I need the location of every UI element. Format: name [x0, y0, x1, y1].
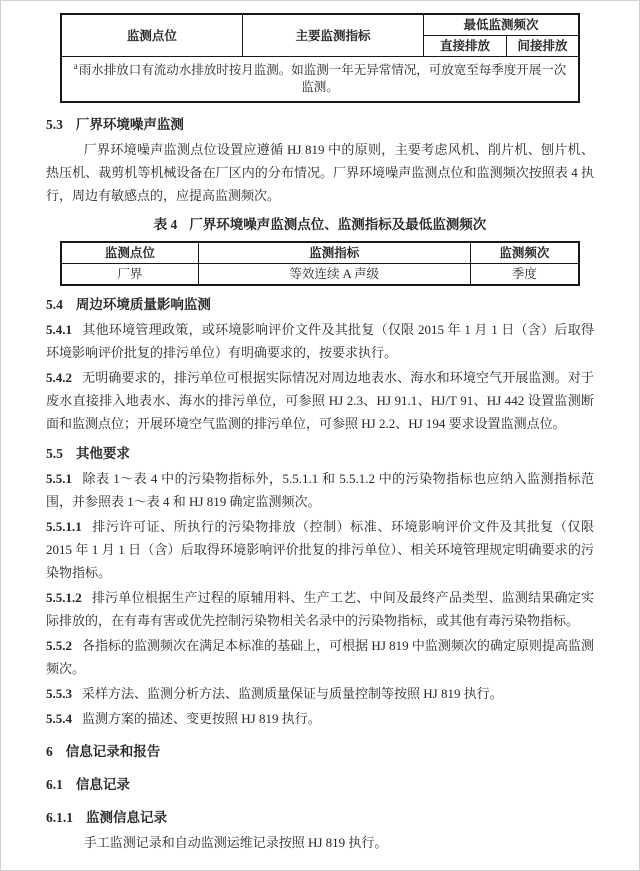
section-5-3-paragraph: 厂界环境噪声监测点位设置应遵循 HJ 819 中的原则，主要考虑风机、削片机、刨片机、热压机、裁剪机等机械设备在厂区内的分布情况。厂界环境噪声监测点位和监测频次按照表 4 执行，周边有敏感点的，应提高监测频次。 [46, 142, 594, 203]
clause-5-4-1 [46, 318, 594, 364]
table4-caption-label: 表 4 [153, 217, 178, 232]
footnote-marker: a [73, 60, 78, 71]
table-footnote-row [61, 57, 579, 103]
table4-header-row [61, 242, 579, 264]
table-header-row-1 [61, 14, 579, 36]
clause-number: 5.5.4 [46, 711, 72, 726]
section-title: 其他要求 [75, 446, 130, 461]
section-number: 5.4 [46, 297, 63, 312]
section-number: 5.5 [46, 446, 63, 461]
section-6-heading [46, 740, 594, 763]
table4-header-indicator: 监测指标 [198, 242, 470, 264]
clause-5-4-2 [46, 366, 594, 435]
clause-text: 排污许可证、所执行的污染物排放（控制）标准、环境影响评价文件及其批复（仅限 2015 年 1 月 1 日（含）后取得环境影响评价批复的排污单位）、相关环境管理规定明确要求的污染物指标。 [46, 519, 594, 580]
section-number: 6.1 [46, 777, 63, 792]
table4-cell-frequency: 季度 [470, 264, 579, 286]
section-title: 信息记录和报告 [65, 744, 161, 759]
table4-cell-indicator: 等效连续 A 声级 [198, 264, 470, 286]
clause-text: 除表 1～表 4 中的污染物指标外，5.5.1.1 和 5.5.1.2 中的污染物指标也应纳入监测指标范围，并参照表 1～表 4 和 HJ 819 确定监测频次。 [46, 471, 594, 509]
clause-number: 5.4.2 [46, 370, 72, 385]
section-number: 6 [46, 744, 53, 759]
section-5-5-heading [46, 442, 594, 465]
col-header-direct-discharge: 直接排放 [424, 36, 507, 57]
section-6-1-heading [46, 773, 594, 796]
clause-number: 5.4.1 [46, 322, 72, 337]
wastewater-monitoring-continuation-table [60, 13, 580, 103]
table4-data-row [61, 264, 579, 286]
clause-number: 5.5.1 [46, 471, 72, 486]
clause-5-5-2 [46, 634, 594, 680]
clause-number: 5.5.1.2 [46, 590, 82, 605]
clause-text: 其他环境管理政策，或环境影响评价文件及其批复（仅限 2015 年 1 月 1 日（含）后取得环境影响评价批复的排污单位）有明确要求的，按要求执行。 [46, 322, 594, 360]
noise-monitoring-table [60, 241, 580, 286]
section-title: 厂界环境噪声监测 [75, 117, 184, 132]
clause-5-5-3 [46, 682, 594, 705]
clause-number: 5.5.1.1 [46, 519, 82, 534]
clause-number: 5.5.2 [46, 638, 72, 653]
table4-caption [46, 213, 594, 236]
clause-5-5-1 [46, 467, 594, 513]
clause-text: 无明确要求的，排污单位可根据实际情况对周边地表水、海水和环境空气开展监测。对于废水直接排入地表水、海水的排污单位，可参照 HJ 2.3、HJ 91.1、HJ/T 91、HJ 442 设置监测断面和监测点位；开展环境空气监测的排污单位，可参照 HJ 2.2、HJ 194 要求设置监测点位。 [46, 370, 594, 431]
clause-5-5-1-1 [46, 515, 594, 584]
section-title: 监测信息记录 [86, 810, 167, 825]
col-header-monitoring-point: 监测点位 [61, 14, 242, 57]
table-footnote-cell [61, 57, 579, 103]
section-6-1-1-heading [46, 806, 594, 829]
clause-text: 排污单位根据生产过程的原辅用料、生产工艺、中间及最终产品类型、监测结果确定实际排放的，在有毒有害或优先控制污染物相关名录中的污染物指标，或其他有毒污染物指标。 [46, 590, 594, 628]
section-title: 周边环境质量影响监测 [75, 297, 211, 312]
table4-cell-point: 厂界 [61, 264, 198, 286]
col-header-min-frequency: 最低监测频次 [424, 14, 579, 36]
clause-text: 监测方案的描述、变更按照 HJ 819 执行。 [82, 711, 321, 726]
footnote-text: 雨水排放口有流动水排放时按月监测。如监测一年无异常情况，可放宽至每季度开展一次监测。 [78, 63, 567, 94]
section-5-3-heading [46, 113, 594, 136]
col-header-main-indicators: 主要监测指标 [242, 14, 423, 57]
section-number: 6.1.1 [46, 810, 73, 825]
clause-5-5-4 [46, 707, 594, 730]
section-6-1-1-paragraph: 手工监测记录和自动监测运维记录按照 HJ 819 执行。 [83, 835, 388, 850]
table4-header-point: 监测点位 [61, 242, 198, 264]
table4-caption-text: 厂界环境噪声监测点位、监测指标及最低监测频次 [189, 217, 487, 232]
col-header-indirect-discharge: 间接排放 [506, 36, 579, 57]
clause-number: 5.5.3 [46, 686, 72, 701]
clause-text: 各指标的监测频次在满足本标准的基础上，可根据 HJ 819 中监测频次的确定原则提高监测频次。 [46, 638, 594, 676]
table4-header-frequency: 监测频次 [470, 242, 579, 264]
clause-5-5-1-2 [46, 586, 594, 632]
clause-text: 采样方法、监测分析方法、监测质量保证与质量控制等按照 HJ 819 执行。 [82, 686, 503, 701]
section-number: 5.3 [46, 117, 63, 132]
section-title: 信息记录 [75, 777, 130, 792]
section-5-4-heading [46, 293, 594, 316]
